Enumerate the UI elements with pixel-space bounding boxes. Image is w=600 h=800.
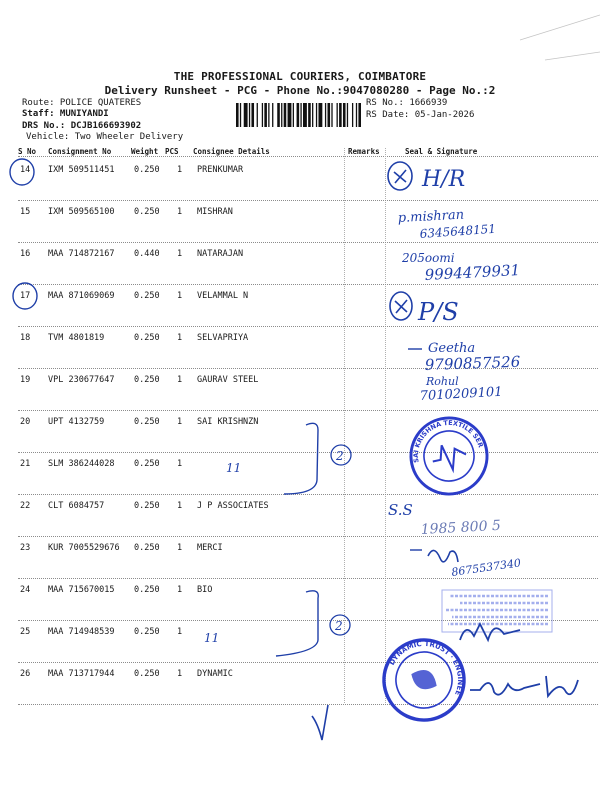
row-consignment: UPT 4132759 (48, 417, 105, 427)
row-weight: 0.250 (134, 543, 160, 553)
row-weight: 0.250 (134, 627, 160, 637)
row-sno: 25 (20, 627, 31, 637)
row-consignment: KUR 7005529676 (48, 543, 120, 553)
row-sno: 21 (20, 459, 31, 469)
row-weight: 0.250 (134, 459, 160, 469)
route-label: Route: POLICE QUATERES (22, 98, 142, 108)
row-sno: 24 (20, 585, 31, 595)
row-weight: 0.250 (134, 207, 160, 217)
row-consignee: VELAMMAL N (197, 291, 249, 301)
row-consignee: MERCI (197, 543, 223, 553)
row19-signature: Rohul (426, 375, 459, 388)
row23-signature-mark (428, 550, 458, 562)
col-weight: Weight (131, 147, 159, 156)
row-sno: 20 (20, 417, 31, 427)
row-consignee: PRENKUMAR (197, 165, 244, 175)
stamp-rectangular-faded (442, 590, 552, 632)
row-weight: 0.250 (134, 165, 160, 175)
row-consignment: VPL 230677647 (48, 375, 115, 385)
staff-label: Staff: MUNIYANDI (22, 109, 109, 119)
row14-circle (10, 159, 34, 185)
row-pcs: 1 (177, 669, 183, 679)
rs-date-label: RS Date: 05-Jan-2026 (366, 110, 475, 120)
row-pcs: 1 (177, 501, 183, 511)
col-consignment: Consignment No (48, 147, 112, 156)
row-consignee: MISHRAN (197, 207, 233, 217)
row-consignee: J P ASSOCIATES (197, 501, 269, 511)
row-consignment: IXM 509511451 (48, 165, 115, 175)
row-pcs: 1 (177, 417, 183, 427)
row-sno: 19 (20, 375, 31, 385)
row23-phone: 8675537340 (450, 556, 522, 579)
row18-phone: 9790857526 (424, 352, 521, 374)
row-consignee: NATARAJAN (197, 249, 244, 259)
row22-phone: 1985 800 5 (420, 517, 502, 538)
vehicle-label: Vehicle: Two Wheeler Delivery (26, 132, 184, 142)
row19-phone: 7010209101 (419, 384, 503, 404)
row15-signature: p.mishran (397, 207, 465, 226)
row-consignment: IXM 509565100 (48, 207, 115, 217)
row16-phone: 9994479931 (424, 261, 521, 284)
row-sno: 26 (20, 669, 31, 679)
row21-ditto: 11 (226, 461, 242, 475)
row21-count: 2 (336, 449, 344, 463)
svg-text:DYNAMIC TRUST · ENGINEERS (37, 0, 600, 697)
company-title: THE PROFESSIONAL COURIERS, COIMBATORE (173, 70, 427, 83)
row-sno: 18 (20, 333, 31, 343)
row-weight: 0.250 (134, 417, 160, 427)
row-consignment: TVM 4801819 (48, 333, 105, 343)
row-sno: 17 (20, 291, 31, 301)
row-weight: 0.250 (134, 375, 160, 385)
row-consignee: BIO (197, 585, 213, 595)
row25-ditto: 11 (204, 631, 220, 645)
row-consignee: DYNAMIC (197, 669, 233, 679)
row-pcs: 1 (177, 207, 183, 217)
row-weight: 0.250 (134, 333, 160, 343)
row17-circle (13, 283, 37, 309)
row18-signature: Geetha (428, 341, 476, 356)
tick-mark (312, 705, 328, 740)
scan-artifact (520, 15, 600, 60)
row-weight: 0.250 (134, 669, 160, 679)
row-pcs: 1 (177, 459, 183, 469)
row-pcs: 1 (177, 543, 183, 553)
col-consignee: Consignee Details (193, 147, 270, 156)
row-pcs: 1 (177, 375, 183, 385)
stamp2-text: DYNAMIC TRUST · ENGINEERS (387, 639, 465, 697)
row-consignment: MAA 713717944 (48, 669, 115, 679)
row-pcs: 1 (177, 165, 183, 175)
row17-signature: P/S (418, 298, 459, 326)
row17-x-mark (395, 300, 407, 313)
row-consignment: MAA 715670015 (48, 585, 115, 595)
col-sno: S No (18, 147, 37, 156)
row-weight: 0.250 (134, 291, 160, 301)
row-weight: 0.250 (134, 501, 160, 511)
row-consignment: MAA 871069069 (48, 291, 115, 301)
row25-count: 2 (335, 619, 343, 633)
row25-bracket (276, 591, 318, 656)
row-sno: 22 (20, 501, 31, 511)
row22-signature: S.S (388, 501, 413, 519)
row-sno: 14 (20, 165, 31, 175)
row-consignment: MAA 714948539 (48, 627, 115, 637)
row-pcs: 1 (177, 291, 183, 301)
row-sno: 15 (20, 207, 31, 217)
stamp1-text: SAI KRISHNA TEXTILE SERVICES (411, 418, 485, 464)
row-pcs: 1 (177, 585, 183, 595)
runsheet-title: Delivery Runsheet - PCG - Phone No.:9047080280 - Page No.:2 (104, 84, 496, 97)
row-sno: 23 (20, 543, 31, 553)
row-weight: 0.250 (134, 585, 160, 595)
row-pcs: 1 (177, 249, 183, 259)
row-consignee: GAURAV STEEL (197, 375, 259, 385)
row-pcs: 1 (177, 627, 183, 637)
row15-phone: 6345648151 (419, 221, 497, 241)
row-pcs: 1 (177, 333, 183, 343)
row-sno: 16 (20, 249, 31, 259)
row14-x-mark (394, 170, 406, 183)
col-seal: Seal & Signature (405, 147, 478, 156)
col-remarks: Remarks (348, 147, 380, 156)
row-consignment: SLM 386244028 (48, 459, 115, 469)
row-consignment: MAA 714872167 (48, 249, 115, 259)
row-consignee: SAI KRISHNZN (197, 417, 259, 427)
row-consignee: SELVAPRIYA (197, 333, 249, 343)
row16-signature: 205oomi (402, 251, 455, 265)
row-weight: 0.440 (134, 249, 160, 259)
row21-bracket (284, 423, 318, 494)
row14-signature: H/R (422, 167, 466, 192)
row-consignment: CLT 6084757 (48, 501, 105, 511)
drs-label: DRS No.: DCJB166693902 (22, 121, 142, 131)
rs-no-label: RS No.: 1666939 (366, 98, 448, 108)
col-pcs: PCS (165, 147, 179, 156)
row26-signature (470, 676, 578, 696)
